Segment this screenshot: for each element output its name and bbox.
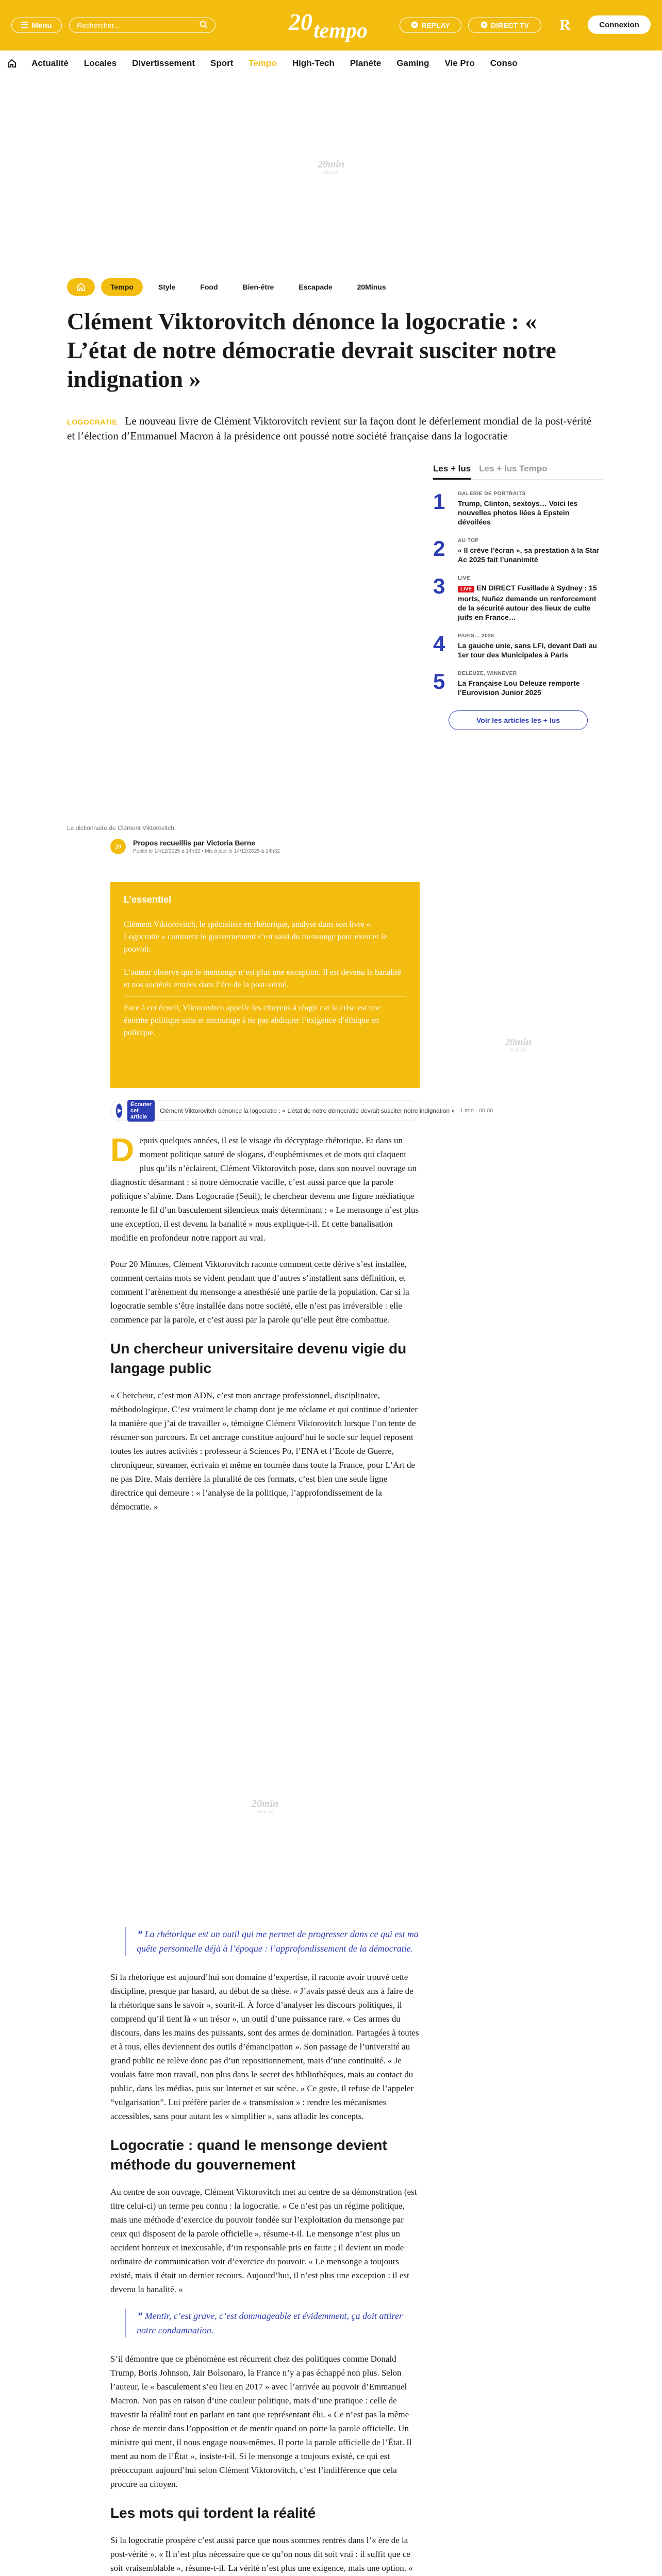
item-label: DELEUZE, WINNEVER <box>458 671 517 676</box>
logo-text: tempo <box>313 19 368 43</box>
list-item[interactable] <box>433 633 603 659</box>
nav-item-locales[interactable]: Locales <box>84 58 117 68</box>
nav-item-high-tech[interactable]: High-Tech <box>292 58 335 68</box>
audio-time: 1 min · 00:00 <box>460 1108 493 1114</box>
direct-tv-label: DIRECT TV <box>491 21 529 29</box>
pull-quote: ❝ La rhétorique est un outil qui me permet de progresser dans ce qui est ma quête personnelle déjà à l’époque : l’approfondissement de la démocratie. <box>125 1927 420 1956</box>
paragraph: Si la rhétorique est aujourd’hui son domaine d’expertise, il raconte avoir trouvé cette discipline, presque par hasard, au début de sa thèse. « J’avais passé deux ans à faire de la rhétorique sans le savoir », sourit-il. À force d’analyser les discours politiques, il comprend qu’il tient là « un trésor », un outil d’une puissance rare. « Ces armes du discours, dans les mains des puissants, sont des armes de domination. Partagées à toutes et à tous, elles deviennent des outils d’émancipation ». Son passage de l’université au grand public ne relève donc pas d’un repositionnement, mais d’une continuité. « Je voulais faire mon travail, non plus dans le secret des bibliothèques, mais au contact du public, dans les médias, puis sur Internet et sur scène. » Ce geste, il refuse de l’appeler “vulgarisation”. Lui préfère parler de « transmission » : rendre les mécanismes accessibles, sans pour autant les « simplifier », sans affadir les concepts. <box>110 1972 419 2121</box>
paragraph: Si la logocratie prospère c’est aussi parce que nous sommes rentrés dans l’« ère de la post-vérité ». « Il n’est plus nécessaire que ce qu’on nous dit soit vrai : il suffit que ce soit vraisemblable », résume-t-il. La vérité n’est plus une exigence, mais une option. « <box>110 2535 413 2573</box>
quote-icon: ❝ <box>137 2311 142 2321</box>
replay-label: REPLAY <box>421 21 450 29</box>
paragraph: Au centre de son ouvrage, Clément Viktorovitch met au centre de sa démonstration (est titre celui-ci) un terme peu connu : la logocratie. « Ce n’est pas un régime politique, mais une méthode d’exercice du pouvoir fondée sur l’exploitation du mensonge par ceux qui disposent de la parole officielle », résume-t-il. Le mensonge n’est plus un accident honteux et inexcusable, d’un responsable pris en faute ; il devient un mode ordinaire de communication voir d’exercice du pouvoir. « Le mensonge a toujours existé, mais il était un dernier recours. Aujourd’hui, il n’est plus une exception : il est devenu la banalité. » <box>110 2187 417 2294</box>
avatar: 20 <box>110 839 126 854</box>
direct-tv-button[interactable] <box>468 18 541 33</box>
rank-number: 2 <box>433 536 445 561</box>
item-title[interactable]: La Française Lou Deleuze remporte l’Eurovision Junior 2025 <box>458 679 580 697</box>
audio-tag: Écouter cet article <box>127 1100 155 1122</box>
nav-item-tempo[interactable]: Tempo <box>249 58 277 68</box>
top-header <box>0 0 662 50</box>
nav-item-sport[interactable]: Sport <box>210 58 234 68</box>
quote-icon: ❝ <box>137 1929 142 1939</box>
list-item[interactable] <box>433 575 603 622</box>
logo-number: 20 <box>289 9 312 35</box>
list-item[interactable] <box>433 538 603 564</box>
article-title: Clément Viktorovitch dénonce la logocratie : « L’état de notre démocratie devrait susciter notre indignation » <box>67 308 556 392</box>
key-point: L’auteur observe que le mensonge n’est plus une exception. Il est devenu la banalité et nos sociétés entrées dans l’ère de la post-vérité. <box>124 961 406 997</box>
category-style[interactable]: Style <box>158 283 176 291</box>
item-label: LIVE <box>458 575 471 581</box>
list-item[interactable] <box>433 671 603 697</box>
category-bien-etre[interactable]: Bien-être <box>242 283 274 291</box>
category-food[interactable]: Food <box>200 283 218 291</box>
home-icon[interactable] <box>0 50 24 76</box>
see-more-button[interactable]: Voir les articles les + lus <box>449 710 588 730</box>
menu-button[interactable] <box>11 18 62 33</box>
category-20minus[interactable]: 20Minus <box>357 283 386 291</box>
key-points-box <box>110 882 420 1088</box>
item-label: AU TOP <box>458 538 479 544</box>
publish-dates: Publié le 14/12/2025 à 14h32 • Mis à jour le 14/12/2025 à 14h32 <box>133 849 280 854</box>
item-label: PARIS… 2026 <box>458 633 494 639</box>
audio-title: Clément Viktorovitch dénonce la logocratie : « L’état de notre démocratie devrait susciter notre indignation » <box>159 1107 455 1114</box>
section-heading: Un chercheur universitaire devenu vigie du langage public <box>110 1341 407 1376</box>
main-nav <box>0 50 662 76</box>
search-icon[interactable] <box>200 21 208 30</box>
list-item[interactable] <box>433 491 603 527</box>
article-chapo <box>67 414 598 443</box>
play-icon <box>411 21 418 30</box>
play-icon <box>481 21 488 30</box>
item-title-text: EN DIRECT Fusillade à Sydney : 15 morts, Nuñez demande un renforcement de la sécurité autour des lieux de culte juifs en France… <box>458 584 597 621</box>
tab-les-plus-lus[interactable]: Les + lus <box>433 464 471 480</box>
rank-number: 4 <box>433 632 445 656</box>
key-point: Face à cet écueil, Viktorovitch appelle les citoyens à réagir car la crise est une énorme politique sans et encourage à ne pas abdiquer l’exigence d’éthique en politique. <box>124 1004 381 1037</box>
menu-label: Menu <box>31 21 52 30</box>
login-button[interactable]: Connexion <box>588 15 651 34</box>
paragraph: « Chercheur, c’est mon ADN, c’est mon ancrage professionnel, disciplinaire, méthodologique. C’est vraiment le champ dont je me réclame et qui continue d’orienter la manière que j’ai de travailler », témoigne Clément Viktorovitch lorsque l’on tente de résumer son parcours. Et cet ancrage constitue aujourd’hui le socle sur lequel reposent toutes les autres activités : professeur à Sciences Po, l’ENA et l’Ecole de Guerre, chroniqueur, streamer, écrivain et même en tournée dans toute la France, pour L’Art de ne pas Dire. Mais derrière la pluralité de ces formats, c’est bien une seule ligne directrice qui demeure : « l’analyse de la politique, l’approfondissement de la démocratie. » <box>110 1391 418 1512</box>
dropcap: D <box>110 1131 135 1168</box>
rank-number: 5 <box>433 669 445 693</box>
category-row <box>67 278 395 296</box>
key-point: Clément Viktorovitch, le spécialiste en rhétorique, analyse dans son livre « Logocratie » comment le gouvernement s’est saisi du mensonge pour exercer le pouvoir. <box>124 913 406 961</box>
key-points-title: L’essentiel <box>124 894 172 905</box>
chapo-text: Le nouveau livre de Clément Viktorovitch revient sur la façon dont le déferlement mondial de la post-vérité et l’élection d’Emmanuel Macron à la présidence ont poussé notre société française dans la logocratie <box>67 415 592 442</box>
most-read-sidebar <box>433 464 603 730</box>
nav-item-conso[interactable]: Conso <box>490 58 518 68</box>
hamburger-icon <box>21 21 28 30</box>
live-badge: LIVE <box>458 586 474 592</box>
nav-item-actualite[interactable]: Actualité <box>31 58 69 68</box>
r-logo-icon[interactable]: R <box>559 16 571 33</box>
item-title[interactable]: « Il crève l’écran », sa prestation à la Star Ac 2025 fait l’unanimité <box>458 546 599 564</box>
nav-item-vie-pro[interactable]: Vie Pro <box>444 58 475 68</box>
search-placeholder: Rechercher... <box>77 21 120 29</box>
section-heading: Les mots qui tordent la réalité <box>110 2505 316 2521</box>
category-tempo[interactable]: Tempo <box>101 278 143 296</box>
tab-les-plus-lus-tempo[interactable]: Les + lus Tempo <box>479 464 548 473</box>
pull-quote: ❝ Mentir, c’est grave, c’est dommageable et évidemment, ça doit attirer notre condamnation. <box>125 2309 420 2337</box>
nav-item-planete[interactable]: Planète <box>350 58 382 68</box>
paragraph: S’il démontre que ce phénomène est récurrent chez des politiques comme Donald Trump, Boris Johnson, Jair Bolsonaro, la France n’y a pas échappé non plus. Selon l’auteur, le « basculement s’eu lieu en 2017 » avec l’arrivée au pouvoir d’Emmanuel Macron. Non pas en raison d’une couleur politique, mais d’une pratique : celle de travestir la réalité tout en parlant en tant que représentant élu. « Ce n’est pas la même chose de mentir dans l’opposition et de mentir quand on porte la parole officielle. Un ministre qui ment, il nous engage nous-mêmes. Il porte la parole officielle de l’État. Il ment au nom de l’État », insiste-t-il. Si le mensonge a toujours existé, ce qui est préoccupant aujourd’hui selon Clément Viktorovitch, c’est l’indifférence que cela procure au citoyen. <box>110 2354 412 2489</box>
item-title[interactable]: La gauche unie, sans LFI, devant Dati au 1er tour des Municipales à Paris <box>458 641 597 659</box>
article-body <box>110 1927 420 2576</box>
nav-item-gaming[interactable]: Gaming <box>396 58 429 68</box>
ad-placeholder-logo: 20min Publicité <box>317 159 345 175</box>
rank-number: 3 <box>433 574 445 598</box>
paragraph: Depuis quelques années, il est le visage du décryptage rhétorique. Et dans un moment politique saturé de slogans, d’euphémismes et de mots qui claquent plus qu’ils n’éclairent, Clément Viktorovitch pose, dans son nouvel ouvrage un diagnostic désarmant : si notre démocratie vacille, c’est aussi parce que la parole politique s’abîme. Dans Logocratie (Seuil), le chercheur devenu une figure médiatique remonte le fil d’un basculement silencieux mais déterminant : « Le mensonge n’est plus une exception, il est devenu la banalité » nous explique-t-il. Et cette banalisation modifie en profondeur notre rapport au vrai. <box>110 1131 419 1243</box>
nav-item-divertissement[interactable]: Divertissement <box>132 58 195 68</box>
photo-caption: Le dictionnaire de Clément Viktorovitch <box>67 824 174 832</box>
section-heading: Logocratie : quand le mensonge devient méthode du gouvernement <box>110 2137 387 2173</box>
rank-number: 1 <box>433 489 445 514</box>
item-title[interactable]: Trump, Clinton, sextoys… Voici les nouvelles photos liées à Epstein dévoilées <box>458 499 578 526</box>
home-icon[interactable] <box>67 278 95 296</box>
audio-player <box>110 1100 493 1121</box>
article-kicker[interactable]: LOGOCRATIE <box>67 418 118 426</box>
author-block <box>110 839 280 854</box>
category-escapade[interactable]: Escapade <box>299 283 333 291</box>
site-logo[interactable] <box>289 8 376 41</box>
article-body <box>110 1133 420 1526</box>
item-title[interactable] <box>458 583 603 622</box>
ad-placeholder-logo: 20min Publicité <box>251 1798 279 1814</box>
ad-placeholder-logo: 20min Publicité <box>504 1037 532 1053</box>
replay-button[interactable] <box>400 18 461 33</box>
author-name[interactable]: Propos recueillis par Victoria Berne <box>133 839 256 847</box>
audio-play-icon[interactable] <box>116 1104 122 1118</box>
search-input[interactable] <box>69 18 216 33</box>
sidebar-tabs <box>433 464 603 480</box>
paragraph: Pour 20 Minutes, Clément Viktorovitch raconte comment cette dérive s’est installée, comment certains mots se vident pendant que d’autres s’installent sans définition, et comment l’arènement du mensonge a anesthésié une partie de la population. Car si la logocratie semble s’être installée dans notre société, elle n’est pas irréversible : elle commence par la parole, et c’est aussi par la parole qu’elle peut être combattue. <box>110 1259 409 1325</box>
item-label: GALERIE DE PORTRAITS <box>458 491 526 497</box>
